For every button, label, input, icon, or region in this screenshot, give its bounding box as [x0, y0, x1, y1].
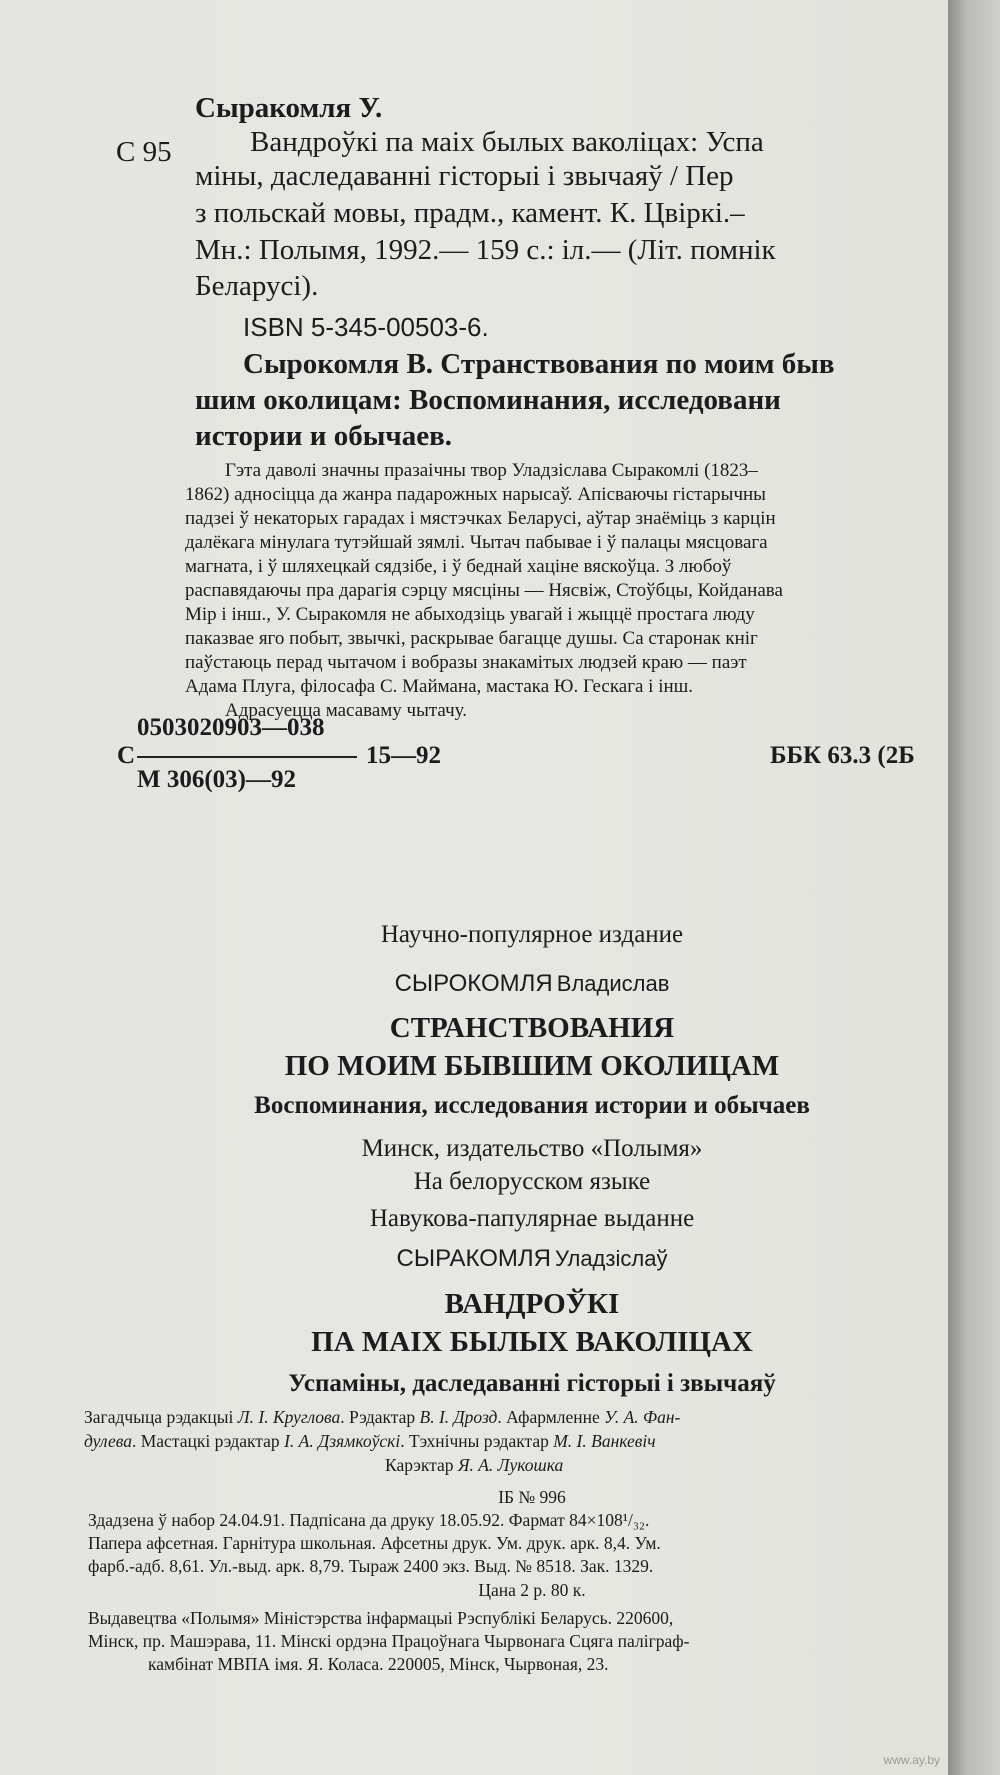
print-info-line-2: Папера афсетная. Гарнітура школьная. Афсетны друк. Ум. друк. арк. 8,4. Ум. [88, 1533, 661, 1553]
annotation-line-7: Мір і інш., У. Сыракомля не абыходзіць увагай і жыццё простага люду [185, 604, 755, 625]
credits-label: Карэктар [385, 1455, 458, 1475]
ru-author-line [0, 970, 948, 998]
credits-name: Я. А. Лукошка [457, 1455, 564, 1475]
publisher-line-2: Мінск, пр. Машэрава, 11. Мінскі ордэна Працоўнага Чырвонага Сцяга паліграф- [88, 1631, 690, 1651]
annotation-line-2: 1862) адносіцца да жанра падарожных нарысаў. Апісваючы гістарычны [185, 484, 766, 505]
ru-title-line-2: ПО МОИМ БЫВШИМ ОКОЛИЦАМ [284, 1050, 780, 1082]
price: Цана 2 р. 80 к. [478, 1580, 586, 1600]
catalog-desc-line-4: Мн.: Полымя, 1992.— 159 с.: іл.— (Літ. помнік [195, 234, 776, 266]
be-edition-type: Навукова-папулярнае выданне [369, 1205, 695, 1232]
credits-label: . Рэдактар [340, 1407, 420, 1427]
print-info-line-1: Здадзена ў набор 24.04.91. Падпісана да друку 18.05.92. Фармат 84×108¹/₃₂. [88, 1510, 650, 1530]
page-edge-shadow [948, 0, 1000, 1775]
credits-name: І. А. Дзямкоўскі [284, 1431, 401, 1451]
ru-publisher: Минск, издательство «Полымя» [361, 1135, 703, 1162]
credits-line-1 [84, 1407, 680, 1428]
be-subtitle: Успаміны, даследаванні гісторыі і звычаяў [288, 1370, 776, 1397]
credits-name: М. І. Ванкевіч [553, 1431, 656, 1451]
credits-label: Загадчыца рэдакцыі [84, 1407, 238, 1427]
be-author-line [0, 1245, 948, 1273]
credits-name: У. А. Фан- [604, 1407, 681, 1427]
annotation-line-6: распавядаючы пра дарагія сэрцу мясціны — Нясвіж, Стоўбцы, Койданава [185, 580, 783, 601]
ru-author-surname: СЫРОКОМЛЯ [394, 970, 553, 997]
annotation-line-11: Адрасуецца масаваму чытачу. [225, 700, 467, 721]
annotation-line-3: падзеі ў некаторых гарадах і мястэчках Беларусі, аўтар знаёміць з карцін [185, 508, 776, 529]
be-title-line-2: ПА МАІХ БЫЛЫХ ВАКОЛІЦАХ [311, 1326, 753, 1358]
print-info-line-3: фарб.-адб. 8,61. Ул.-выд. арк. 8,79. Тыраж 2400 экз. Выд. № 8518. Зак. 1329. [88, 1556, 654, 1576]
annotation-line-9: паўстаюць перад чытачом і вобразы знакамітых людзей краю — паэт [185, 652, 747, 673]
index-numerator: 0503020903—038 [137, 714, 325, 741]
catalog-desc-line-2: міны, даследаванні гісторыі і звычаяў / Пер [195, 160, 734, 192]
annotation-line-4: далёкага мінулага тутэйшай зямлі. Чытач пабывае і ў палацы мясцовага [185, 532, 768, 553]
credits-label: . Афармленне [497, 1407, 605, 1427]
catalog-desc-line-5: Беларусі). [195, 270, 319, 302]
watermark: www.ay.by [883, 1753, 940, 1767]
credits-label: . Мастацкі рэдактар [131, 1431, 285, 1451]
ru-title-line-1: СТРАНСТВОВАНИЯ [389, 1012, 675, 1044]
be-title-line-1: ВАНДРОЎКІ [444, 1288, 620, 1320]
catalog-desc-line-3: з польскай мовы, прадм., камент. К. Цвіркі.– [195, 197, 745, 229]
credits-label: . Тэхнічны рэдактар [400, 1431, 554, 1451]
annotation-line-5: магната, і ў шляхецкай сядзібе, і ў беднай хаціне вяскоўца. З любоў [185, 556, 732, 577]
index-suffix: 15—92 [366, 742, 441, 769]
catalog-class-code: С 95 [116, 136, 172, 168]
publisher-line-1: Выдавецтва «Полымя» Міністэрства інфармацыі Рэспублікі Беларусь. 220600, [88, 1608, 674, 1628]
catalog-author-heading: Сыракомля У. [195, 92, 383, 124]
index-denominator: М 306(03)—92 [137, 766, 296, 793]
credits-line-2 [84, 1431, 656, 1452]
bbk-code: ББК 63.3 (2Б [770, 742, 915, 769]
credits-line-3 [385, 1455, 563, 1476]
ib-number: ІБ № 996 [498, 1487, 566, 1507]
catalog-desc-line-1: Вандроўкі па маіх былых ваколіцах: Успа [250, 126, 764, 158]
ru-edition-type: Научно-популярное издание [380, 921, 684, 948]
ru-author-first-name: Владислав [556, 971, 670, 996]
ru-subtitle: Воспоминания, исследования истории и обычаев [254, 1092, 810, 1119]
annotation-line-10: Адама Плуга, філосафа С. Маймана, мастака Ю. Гескага і інш. [185, 676, 694, 697]
credits-name: дулева [84, 1431, 132, 1451]
publisher-line-3: камбінат МВПА імя. Я. Коласа. 220005, Мінск, Чырвоная, 23. [148, 1654, 609, 1674]
annotation-line-1: Гэта даволі значны празаічны твор Уладзіслава Сыракомлі (1823– [225, 460, 758, 481]
annotation-line-8: паказвае яго побыт, звычкі, раскрывае багацце душы. Са старонак кніг [185, 628, 758, 649]
catalog-ru-title-line-2: шим околицам: Воспоминания, исследовани [195, 384, 781, 416]
ru-language: На белорусском языке [413, 1168, 651, 1195]
be-author-surname: СЫРАКОМЛЯ [396, 1245, 551, 1272]
be-author-first-name: Уладзіслаў [554, 1246, 668, 1271]
catalog-isbn: ISBN 5-345-00503-6. [243, 312, 489, 342]
credits-name: В. І. Дрозд [419, 1407, 498, 1427]
catalog-ru-title-line-3: истории и обычаев. [195, 420, 452, 452]
index-fraction-rule [137, 756, 357, 758]
credits-name: Л. І. Круглова [237, 1407, 341, 1427]
index-prefix: С [117, 742, 136, 769]
catalog-ru-title-line-1: Сырокомля В. Странствования по моим быв [243, 348, 835, 380]
